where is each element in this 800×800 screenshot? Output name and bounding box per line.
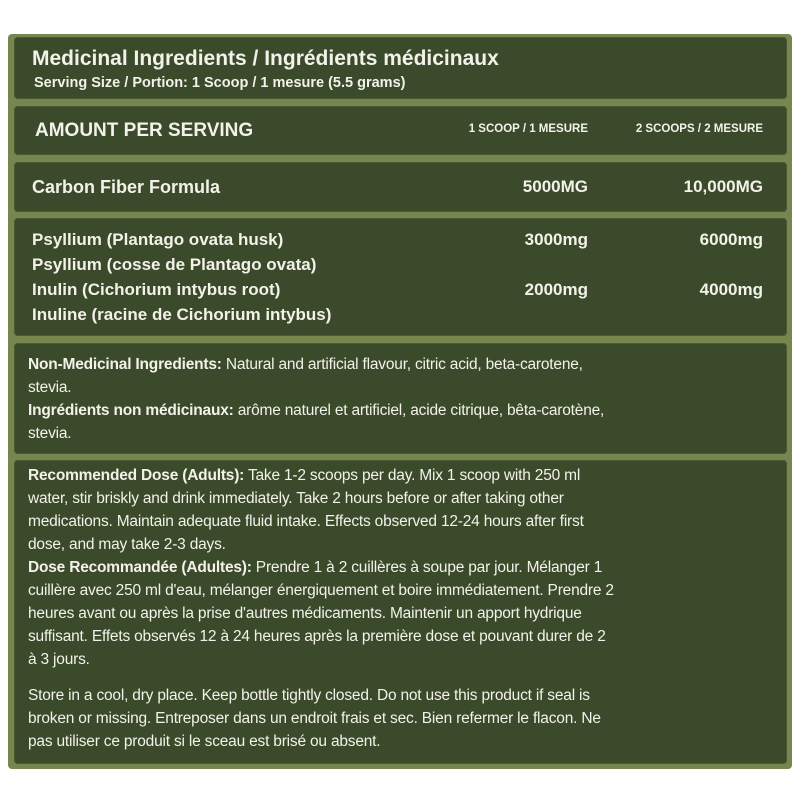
ingredient-value-1: 2000mg [524,280,588,299]
dose-text-en: Take 1-2 scoops per day. Mix 1 scoop with 250 ml water, stir briskly and drink immediately. Take 2 hours before or after taking other medications. Maintain adequate fluid intake. Effects observed 12-24 hours after first dose, and may take 2-3 days. [28,467,584,553]
ingredient-value-2: 4000mg [699,280,763,299]
dose-text [28,464,778,671]
non-medicinal-label-fr: Ingrédients non médicinaux: [28,402,234,419]
storage-text: Store in a cool, dry place. Keep bottle tightly closed. Do not use this product if seal is broken or missing. Entreposer dans un endroit frais et sec. Bien refermer le flacon. Ne pas utiliser ce produit si le sceau est brisé ou absent. [28,687,601,750]
ingredient-name-en: Psyllium (Plantago ovata husk) [32,230,284,249]
ingredient-name-fr: Inuline (racine de Cichorium intybus) [32,305,332,324]
serving-size: Serving Size / Portion: 1 Scoop / 1 mesure (5.5 grams) [34,75,406,91]
column-header-1-scoop: 1 SCOOP / 1 MESURE [468,123,588,135]
formula-panel [14,162,787,212]
formula-value-2: 10,000MG [683,177,763,196]
dose-label-fr: Dose Recommandée (Adultes): [28,559,252,576]
formula-name: Carbon Fiber Formula [32,177,221,197]
non-medicinal-text-en: Natural and artificial flavour, citric acid, beta-carotene, stevia. [28,356,583,396]
ingredient-name-fr: Psyllium (cosse de Plantago ovata) [32,255,317,274]
amount-per-serving-label: AMOUNT PER SERVING [35,120,254,141]
ingredients-panel [14,218,787,336]
non-medicinal-text-fr: arôme naturel et artificiel, acide citrique, bêta-carotène, stevia. [28,402,605,442]
non-medicinal-panel [14,343,787,454]
amount-panel [14,106,787,155]
page-title: Medicinal Ingredients / Ingrédients médicinaux [32,47,499,70]
dose-panel [14,460,787,764]
column-header-2-scoops: 2 SCOOPS / 2 MESURE [635,123,763,135]
dose-label-en: Recommended Dose (Adults): [28,467,245,484]
ingredient-name-en: Inulin (Cichorium intybus root) [32,280,281,299]
formula-value-1: 5000MG [522,177,588,196]
dose-text-fr: Prendre 1 à 2 cuillères à soupe par jour. Mélanger 1 cuillère avec 250 ml d'eau, mélanger énergiquement et boire immédiatement. Prendre 2 heures avant ou après la prise d'autres médicaments. Maintenir un apport hydrique suffisant. Effets observés 12 à 24 heures après la première dose et pouvant durer de 2 à 3 jours. [28,559,614,668]
ingredient-value-2: 6000mg [699,230,763,249]
non-medicinal-text [28,353,778,445]
header-panel [14,37,787,99]
non-medicinal-label-en: Non-Medicinal Ingredients: [28,356,222,373]
ingredient-value-1: 3000mg [524,230,588,249]
